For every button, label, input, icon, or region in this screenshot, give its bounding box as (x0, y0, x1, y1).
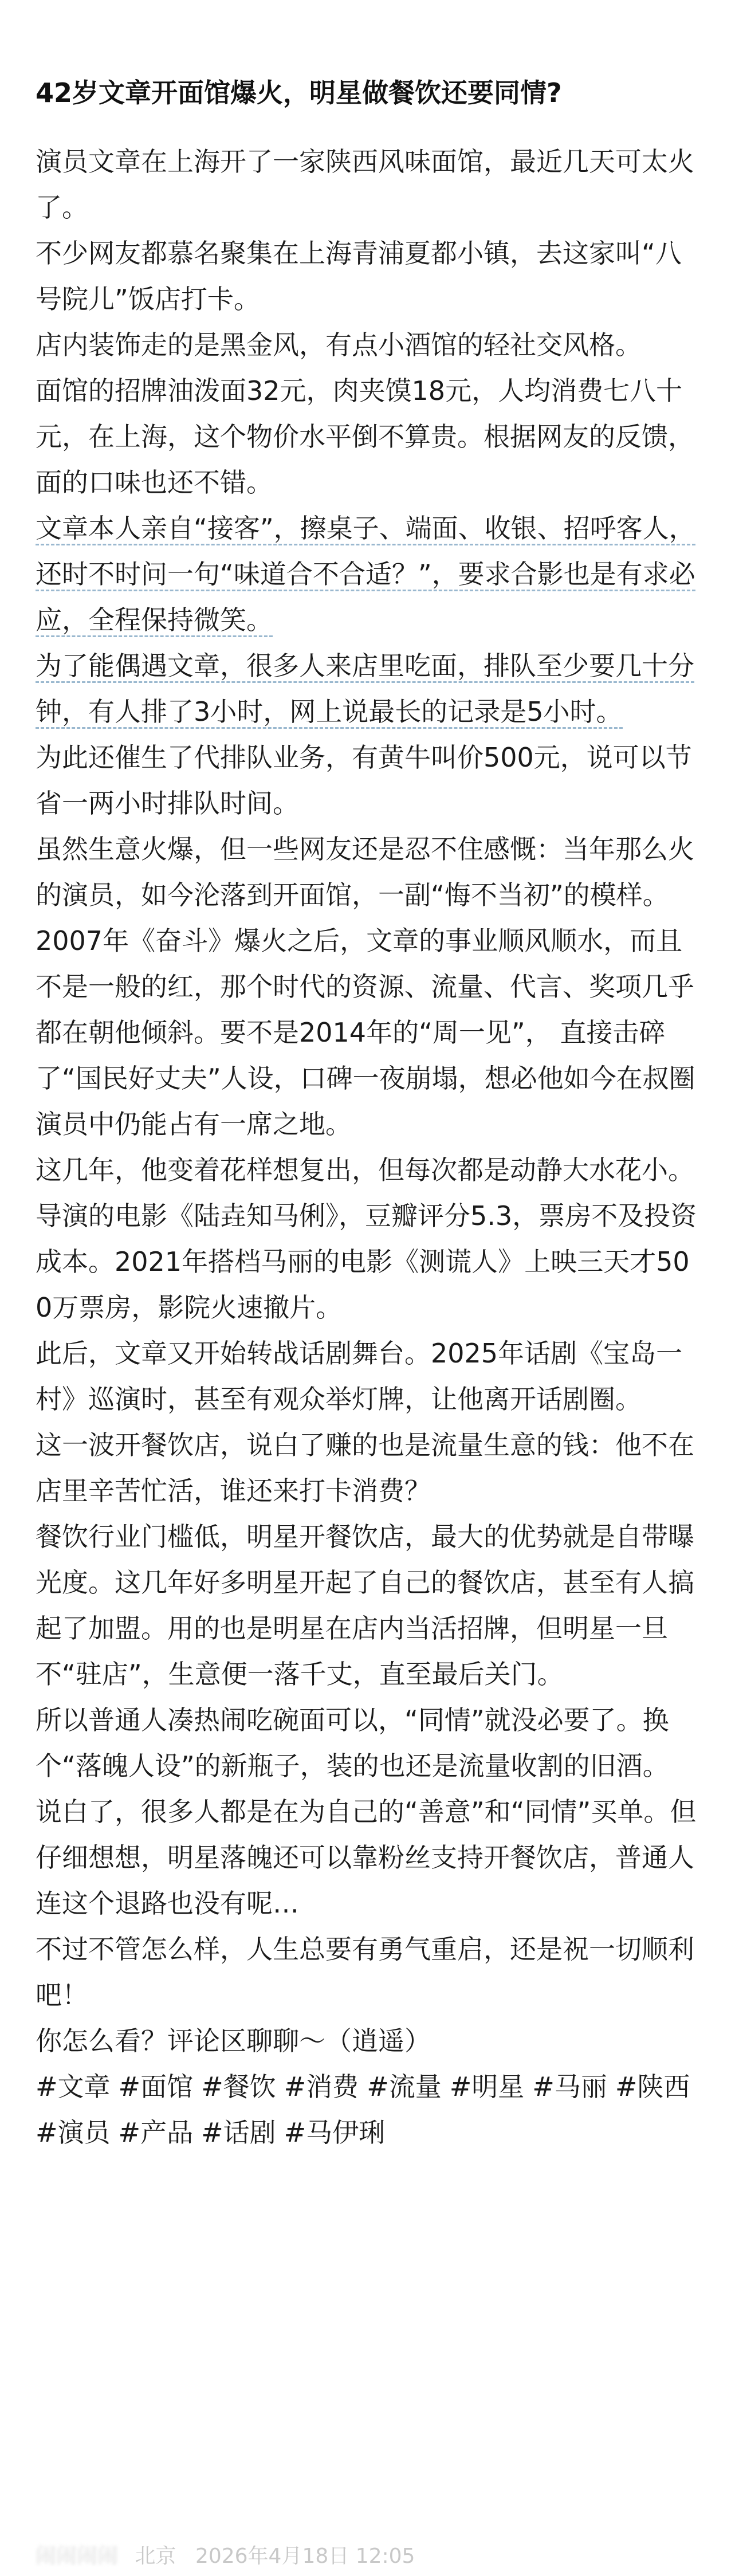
post-meta (36, 2544, 415, 2569)
paragraph (36, 918, 706, 1147)
paragraph-text: 为此还催生了代排队业务，有黄牛叫价500元，说可以节省一两小时排队时间。 (36, 742, 692, 819)
paragraph (36, 643, 706, 735)
hashtag-link[interactable]: #消费 (284, 2071, 359, 2102)
paragraph (36, 1514, 706, 1697)
hashtag-link[interactable]: #明星 (449, 2071, 525, 2102)
paragraph (36, 1789, 706, 1926)
paragraph-text: 店内装饰走的是黑金风，有点小酒馆的轻社交风格。 (36, 329, 642, 360)
paragraph-text: 这几年，他变着花样想复出，但每次都是动静大水花小。 (36, 1155, 694, 1185)
paragraph (36, 2018, 706, 2064)
paragraph (36, 1147, 706, 1193)
paragraph-text: 导演的电影《陆垚知马俐》，豆瓣评分5.3，票房不及投资成本。2021年搭档马丽的电影《测谎人》上映三天才500万票房，影院火速撤片。 (36, 1200, 697, 1323)
paragraph-text: 2007年《奋斗》爆火之后，文章的事业顺风顺水，而且不是一般的红，那个时代的资源、流量、代言、奖项几乎都在朝他倾斜。要不是2014年的“周一见”， 直接击碎了“国民好丈夫”人设，口碑一夜崩塌，想必他如今在叔圈演员中仍能占有一席之地。 (36, 925, 695, 1140)
article-body (36, 74, 706, 2155)
location-label: 北京 (135, 2544, 176, 2568)
paragraph-text: 不过不管怎么样，人生总要有勇气重启，还是祝一切顺利吧！ (36, 1934, 694, 2010)
paragraph-text: 所以普通人凑热闹吃碗面可以，“同情”就没必要了。换个“落魄人设”的新瓶子，装的也还是流量收割的旧酒。 (36, 1705, 669, 1781)
paragraph (36, 735, 706, 826)
paragraph-text: 文章本人亲自“接客”，擦桌子、端面、收银、招呼客人，还时不时问一句“味道合不合适？”，要求合影也是有求必应，全程保持微笑。 (36, 513, 695, 637)
paragraph-text: 虽然生意火爆，但一些网友还是忍不住感慨：当年那么火的演员，如今沦落到开面馆，一副“悔不当初”的模样。 (36, 834, 694, 910)
post-datetime: 2026年4月18日 12:05 (195, 2544, 415, 2568)
paragraph-text: 这一波开餐饮店，说白了赚的也是流量生意的钱：他不在店里辛苦忙活，谁还来打卡消费？ (36, 1430, 694, 1506)
author-name[interactable]: 闹闹闹闹 (36, 2544, 119, 2568)
hashtag-link[interactable]: #话剧 (201, 2117, 276, 2148)
paragraph (36, 230, 706, 322)
paragraph (36, 1422, 706, 1514)
hashtag-link[interactable]: #流量 (367, 2071, 442, 2102)
paragraph-list (36, 139, 706, 2064)
paragraph-text: 你怎么看？评论区聊聊～（逍遥） (36, 2025, 431, 2056)
paragraph (36, 1926, 706, 2018)
hashtag-link[interactable]: #文章 (36, 2071, 111, 2102)
paragraph-text: 此后，文章又开始转战话剧舞台。2025年话剧《宝岛一村》巡演时，甚至有观众举灯牌，让他离开话剧圈。 (36, 1338, 683, 1415)
hashtag-link[interactable]: #陕西 (615, 2071, 690, 2102)
hashtag-link[interactable]: #产品 (118, 2117, 194, 2148)
paragraph-text: 演员文章在上海开了一家陕西风味面馆，最近几天可太火了。 (36, 146, 694, 223)
article-title: 42岁文章开面馆爆火，明星做餐饮还要同情? (36, 77, 562, 108)
paragraph (36, 322, 706, 368)
paragraph (36, 826, 706, 918)
hashtag-list (36, 2064, 706, 2155)
hashtag-link[interactable]: #马伊琍 (284, 2117, 386, 2148)
hashtag-link[interactable]: #马丽 (532, 2071, 607, 2102)
hashtag-link[interactable]: #演员 (36, 2117, 111, 2148)
paragraph (36, 368, 706, 505)
paragraph (36, 139, 706, 230)
paragraph-text: 说白了，很多人都是在为自己的“善意”和“同情”买单。但仔细想想，明星落魄还可以靠粉丝支持开餐饮店，普通人连这个退路也没有呢… (36, 1796, 697, 1919)
paragraph-text: 不少网友都慕名聚集在上海青浦夏都小镇，去这家叫“八号院儿”饭店打卡。 (36, 238, 682, 315)
hashtag-link[interactable]: #面馆 (118, 2071, 194, 2102)
paragraph (36, 1330, 706, 1422)
paragraph-text: 为了能偶遇文章，很多人来店里吃面，排队至少要几十分钟，有人排了3小时，网上说最长的记录是5小时。 (36, 650, 694, 729)
hashtag-link[interactable]: #餐饮 (201, 2071, 276, 2102)
paragraph (36, 1193, 706, 1330)
paragraph-text: 面馆的招牌油泼面32元，肉夹馍18元，人均消费七八十元，在上海，这个物价水平倒不算贵。根据网友的反馈，面的口味也还不错。 (36, 375, 694, 498)
paragraph (36, 1697, 706, 1789)
paragraph-text: 餐饮行业门槛低，明星开餐饮店，最大的优势就是自带曝光度。这几年好多明星开起了自己的餐饮店，甚至有人搞起了加盟。用的也是明星在店内当活招牌，但明星一旦不“驻店”，生意便一落千丈，直至最后关门。 (36, 1521, 694, 1690)
paragraph (36, 505, 706, 643)
